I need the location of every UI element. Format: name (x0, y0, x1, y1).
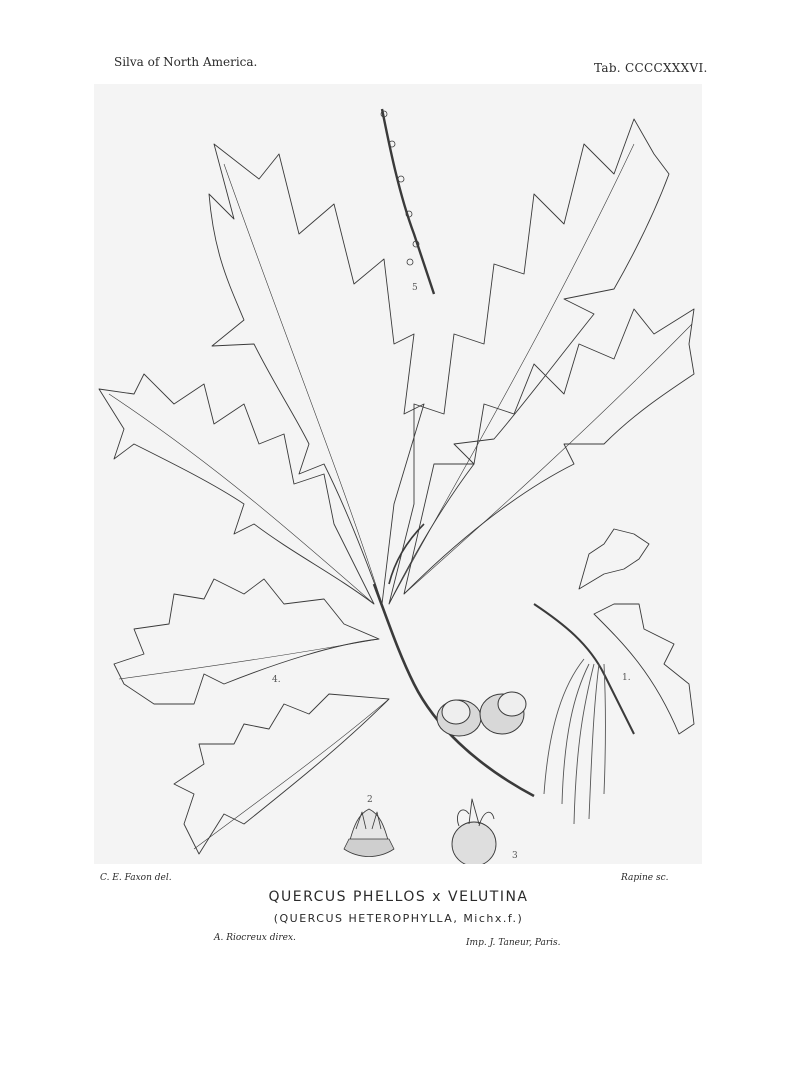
species-title: QUERCUS PHELLOS x VELUTINA (268, 889, 529, 905)
leaf-small-upper (579, 529, 649, 589)
oak-branch-drawing (94, 84, 702, 864)
credit-director: A. Riocreux direx. (214, 933, 296, 943)
leaf-upper-right (389, 119, 669, 604)
credit-printer: Imp. J. Taneur, Paris. (466, 938, 561, 948)
acorn-figure-3 (452, 799, 496, 864)
figure-label-3: 3 (512, 851, 518, 861)
credit-engraver: Rapine sc. (621, 873, 669, 883)
figure-label-4: 4. (272, 675, 281, 685)
branch-main (374, 584, 534, 796)
leaf-right-middle (404, 309, 694, 594)
credit-delineator: C. E. Faxon del. (100, 873, 172, 883)
acorns (437, 692, 526, 736)
twig-figure-5 (382, 109, 434, 294)
botanical-illustration (94, 84, 702, 864)
species-synonym: (QUERCUS HETEROPHYLLA, Michx.f.) (273, 912, 524, 925)
leaf-left-middle (99, 374, 374, 604)
flower-figure-2 (344, 809, 394, 857)
catkins (544, 659, 606, 824)
figure-label-1: 1. (622, 673, 631, 683)
leaf-lower-left (114, 579, 379, 704)
figure-label-2: 2 (367, 795, 373, 805)
header-publication-title: Silva of North America. (114, 55, 258, 69)
header-plate-number: Tab. CCCCXXXVI. (594, 61, 708, 75)
leaf-lower-right (594, 604, 694, 734)
figure-label-5: 5 (412, 283, 418, 293)
